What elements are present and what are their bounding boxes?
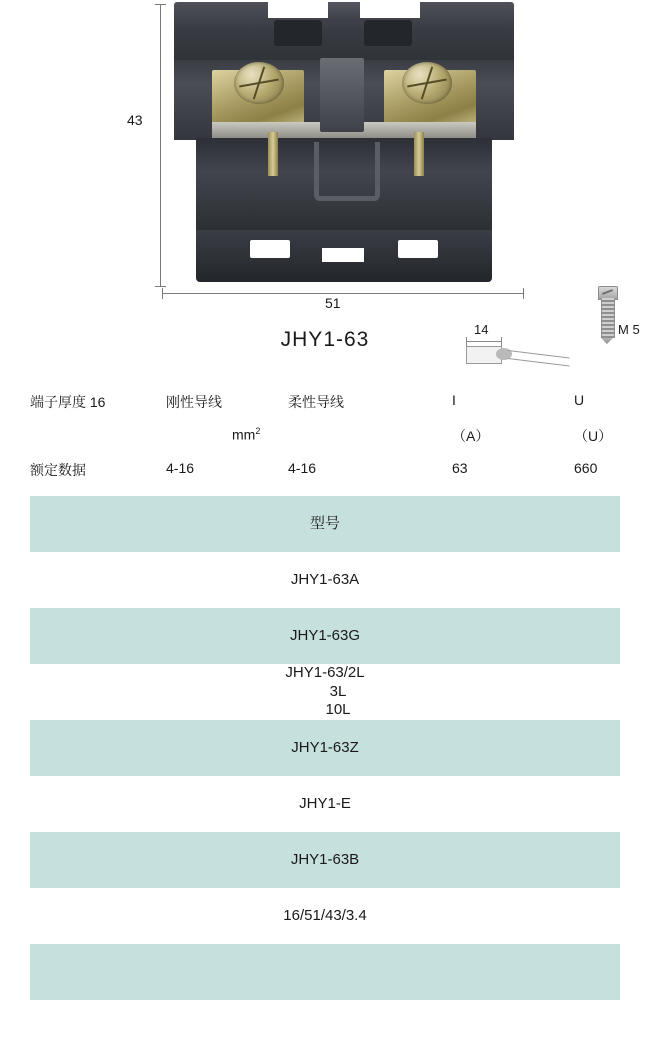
bolt-shaft-right <box>414 132 424 176</box>
table-row <box>30 720 620 776</box>
dimension-line-horizontal <box>162 293 524 294</box>
model-list-cell-line-3: 10L <box>325 701 351 719</box>
model-list-cell-line-2: 3L <box>329 682 347 700</box>
spec-flexible-wire-value: 4-16 <box>288 460 317 476</box>
spec-header-row <box>0 392 650 426</box>
spec-unit-row <box>0 426 650 460</box>
wire-dimension-label: 14 <box>474 322 489 337</box>
spec-voltage-value: 660 <box>574 460 598 476</box>
table-row <box>30 944 620 1000</box>
dimension-tick-left <box>162 288 163 299</box>
spec-unit-exponent: 2 <box>255 426 261 436</box>
spec-terminal-thickness-label: 端子厚度 16 <box>30 394 106 410</box>
model-list-cell: JHY1-63A <box>290 570 360 588</box>
base-notch-center <box>322 248 364 262</box>
product-photo-area <box>0 0 650 311</box>
spec-unit-mm2 <box>232 426 260 443</box>
page-title: JHY1-63 <box>280 328 370 351</box>
wire-hole-right <box>364 20 412 46</box>
model-list-cell-line-1: JHY1-63/2L <box>285 663 365 681</box>
wire-hole-left <box>274 20 322 46</box>
spec-rigid-wire-value: 4-16 <box>166 460 195 476</box>
wire-lead-line-bottom <box>508 358 570 367</box>
table-row <box>30 496 620 552</box>
terminal-block-image <box>172 2 516 287</box>
table-row <box>30 664 620 720</box>
dimension-line-vertical <box>160 4 161 286</box>
model-list-cell: 型号 <box>309 514 340 532</box>
housing-notch-left <box>268 2 328 18</box>
wire-dimension-tick-left <box>466 337 467 346</box>
table-row <box>30 552 620 608</box>
dimension-label-width: 51 <box>325 295 341 311</box>
screw-right-icon <box>402 62 452 104</box>
spec-rigid-wire-label: 刚性导线 <box>166 394 222 410</box>
model-list-cell: JHY1-63B <box>290 850 360 868</box>
screw-tip-icon <box>601 338 613 344</box>
housing-notch-right <box>360 2 420 18</box>
model-list-cell: JHY1-63Z <box>291 738 359 756</box>
spec-current-unit: （A） <box>452 428 490 444</box>
model-list-cell: 16/51/43/3.4 <box>283 906 367 924</box>
wire-lead-line-top <box>508 350 570 359</box>
specification-table <box>0 392 650 494</box>
center-post <box>320 58 364 132</box>
screw-thread-icon <box>601 298 615 338</box>
dimension-tick-top <box>155 4 166 5</box>
table-row <box>30 776 620 832</box>
spec-current-value: 63 <box>452 460 468 476</box>
dimension-tick-bottom <box>155 286 166 287</box>
base-gap-left <box>250 240 290 258</box>
model-list-cell: JHY1-E <box>299 794 351 812</box>
din-rail-clip <box>314 142 380 201</box>
screw-size-label: M 5 <box>618 322 640 337</box>
screw-left-icon <box>234 62 284 104</box>
spec-rated-data-label: 额定数据 <box>30 462 86 478</box>
spec-rated-data-row <box>0 460 650 494</box>
wire-dimension-tick-right <box>501 337 502 346</box>
base-gap-right <box>398 240 438 258</box>
spec-unit-mm-text: mm <box>232 426 256 443</box>
table-row <box>30 832 620 888</box>
screw-spec-diagram <box>596 286 650 346</box>
spec-flexible-wire-label: 柔性导线 <box>288 394 344 410</box>
table-row <box>30 608 620 664</box>
bolt-shaft-left <box>268 132 278 176</box>
wire-insertion-diagram <box>466 322 576 372</box>
model-list-cell: JHY1-63G <box>289 626 361 644</box>
model-list-cell-multiline <box>285 664 364 720</box>
dimension-tick-right <box>523 288 524 299</box>
spec-voltage-symbol: U <box>574 392 585 408</box>
spec-voltage-unit: （U） <box>574 428 613 444</box>
model-list-table <box>30 496 620 1000</box>
wire-dimension-line <box>466 341 502 342</box>
table-row <box>30 888 620 944</box>
block-center-bridge <box>322 2 364 22</box>
dimension-label-height: 43 <box>127 112 143 128</box>
spec-current-symbol: I <box>452 392 456 408</box>
